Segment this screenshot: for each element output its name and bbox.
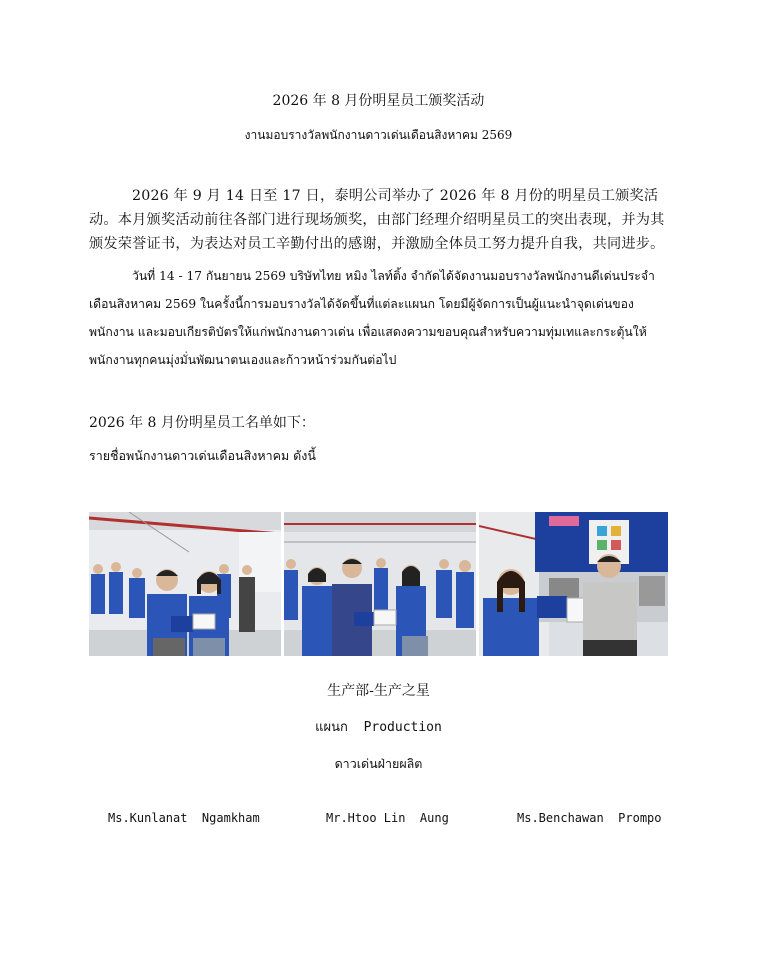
paragraph-th: วันที่ 14 - 17 กันยายน 2569 บริษัทไทย หมิง ไลท์ติ้ง จำกัดได้จัดงานมอบรางวัลพนักงานดีเด่นประจำเดือนสิงหาคม 2569 ในครั้งนี้การมอบรางวัลได้จัดขึ้นที่แต่ละแผนก โดยมีผู้จัดการเป็นผู้แนะนำจุดเด่นของพนักงาน และมอบเกียรติบัตรให้แก่พนักงานดาวเด่น เพื่อแสดงความขอบคุณสำหรับความทุ่มเทและกระตุ้นให้พนักงานทุกคนมุ่งมั่นพัฒนาตนเองและก้าวหน้าร่วมกันต่อไป [89, 269, 655, 367]
award-photo-3 [479, 512, 668, 656]
winner-name: Ms.Kunlanat Ngamkham [108, 811, 260, 825]
department-th-star: ดาวเด่นฝ่ายผลิต [334, 756, 423, 771]
department-th: แผนก Production [315, 720, 442, 735]
winner-name: Mr.Htoo Lin Aung [326, 811, 449, 825]
list-intro-cn: 2026 年 8 月份明星员工名单如下： [89, 415, 315, 431]
list-intro-th: รายชื่อพนักงานดาวเด่นเดือนสิงหาคม ดังนี้ [89, 448, 316, 463]
award-photo-2 [284, 512, 476, 656]
title-th: งานมอบรางวัลพนักงานดาวเด่นเดือนสิงหาคม 2569 [244, 128, 513, 142]
photo-strip [89, 512, 668, 656]
title-cn: 2026 年 8 月份明星员工颁奖活动 [272, 93, 485, 109]
winner-name: Ms.Benchawan Prompo [517, 811, 662, 825]
paragraph-cn: 2026 年 9 月 14 日至 17 日，泰明公司举办了 2026 年 8 月份的明星员工颁奖活动。本月颁奖活动前往各部门进行现场颁奖，由部门经理介绍明星员工的突出表现，并为其颁发荣誉证书，为表达对员工辛勤付出的感谢，并激励全体员工努力提升自我，共同进步。 [89, 188, 665, 252]
award-photo-1 [89, 512, 281, 656]
department-cn: 生产部-生产之星 [327, 683, 430, 699]
